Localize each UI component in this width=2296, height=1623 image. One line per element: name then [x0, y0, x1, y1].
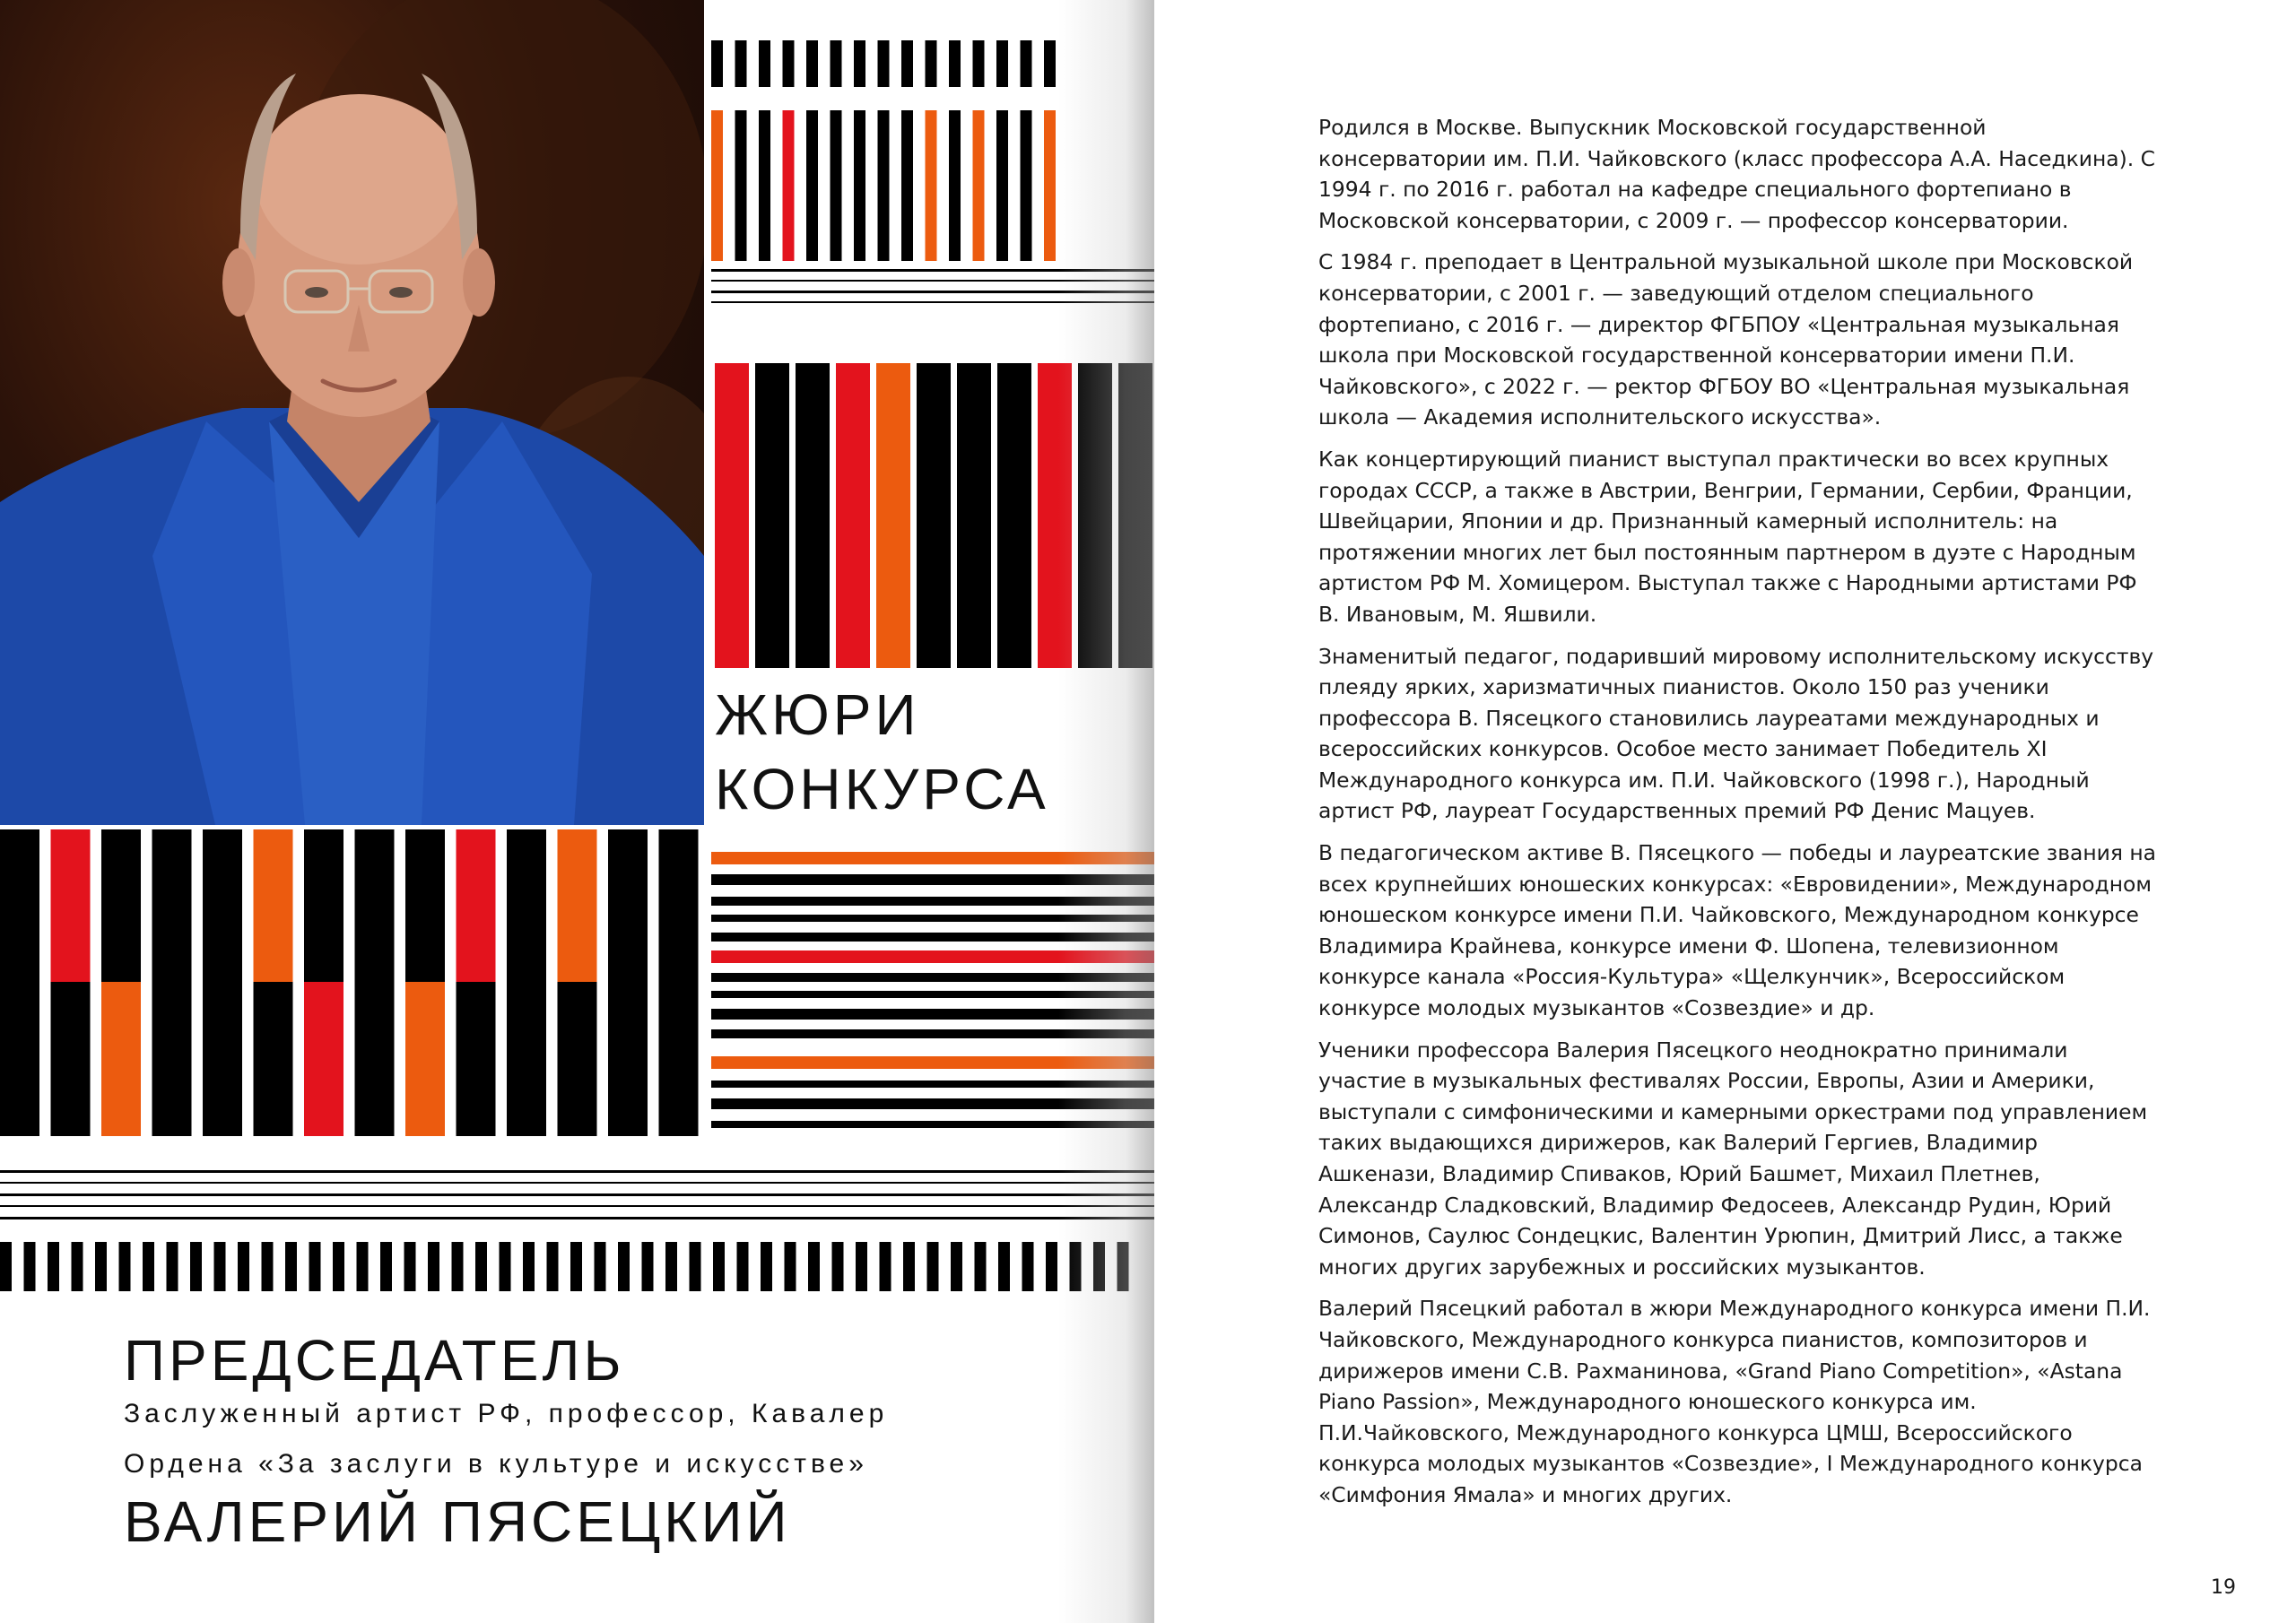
person-name: ВАЛЕРИЙ ПЯСЕЦКИЙ — [124, 1489, 791, 1554]
bio-paragraph: Знаменитый педагог, подаривший мировому исполнительскому искусству плеяду ярких, харизматичных пианистов. Около 150 раз ученики профессора В. Пясецкого становились лауреатами международных и всероссийских конкурсов. Особое место занимает Победитель XI Международного конкурса им. П.И. Чайковского (1998 г.), Народный артист РФ, лауреат Государственных премий РФ Денис Мацуев. — [1318, 643, 2154, 824]
bio-paragraph: Ученики профессора Валерия Пясецкого неоднократно принимали участие в музыкальных фестивалях России, Европы, Азии и Америки, выступали с симфоническими и камерными оркестрами под управлением таких выдающихся дирижеров, как Валерий Гергиев, Владимир Ашкенази, Владимир Спиваков, Юрий Башмет, Михаил Плетнев, Александр Сладковский, Владимир Федосеев, Александр Рудин, Юрий Симонов, Саулюс Сондецкис, Валентин Урюпин, Дмитрий Лисс, а также многих других зарубежных и российских музыкантов. — [1318, 1037, 2148, 1280]
role-title: ПРЕДСЕДАТЕЛЬ — [124, 1328, 625, 1393]
bio-paragraph: С 1984 г. преподает в Центральной музыкальной школе при Московской консерватории, с 2001 г. — заведующий отделом специального фортепиано, с 2016 г. — директор ФГБПОУ «Центральная музыкальная школа при Московской государственной консерватории имени П.И. Чайковского», с 2022 г. — ректор ФГБОУ ВО «Центральная музыкальная школа — Академия исполнительского искусства». — [1318, 249, 2134, 430]
bio-paragraph: Как концертирующий пианист выступал практически во всех крупных городах СССР, а также в Австрии, Венгрии, Германии, Сербии, Франции, Швейцарии, Японии и др. Признанный камерный исполнитель: на протяжении многих лет был постоянным партнером в дуэте с Народным артистом РФ М. Хомицером. Выступал также с Народными артистами РФ В. Ивановым, М. Яшвили. — [1318, 446, 2137, 627]
jury-title-line2: КОНКУРСА — [715, 757, 1049, 821]
bio-paragraph: В педагогическом активе В. Пясецкого — победы и лауреатские звания на всех крупнейших юношеских конкурсах: «Евровидении», Международном юношеском конкурсе имени П.И. Чайковского, Международном конкурсе Владимира Крайнева, конкурсе имени Ф. Шопена, телевизионном конкурсе канала «Россия-Культура» «Щелкунчик», Всероссийском конкурсе молодых музыкантов «Созвездие» и др. — [1318, 840, 2156, 1021]
honors-line-2: Ордена «За заслуги в культуре и искусстве» — [124, 1449, 868, 1479]
page-number: 19 — [2211, 1576, 2236, 1599]
book-spine-shadow — [1058, 0, 1154, 1623]
bio-paragraph: Родился в Москве. Выпускник Московской государственной консерватории им. П.И. Чайковского (класс профессора А.А. Наседкина). С 1994 г. по 2016 г. работал на кафедре специального фортепиано в Московской консерватории, с 2009 г. — профессор консерватории. — [1318, 115, 2155, 233]
biography-text — [1318, 112, 2157, 1522]
honors-line-1: Заслуженный артист РФ, профессор, Кавалер — [124, 1399, 889, 1428]
right-page — [1154, 0, 2296, 1623]
jury-title-line1: ЖЮРИ — [715, 682, 920, 747]
bio-paragraph: Валерий Пясецкий работал в жюри Международного конкурса имени П.И. Чайковского, Международного конкурса пианистов, композиторов и дирижеров имени С.В. Рахманинова, «Grand Piano Competition», «Astana Piano Passion», Международного юношеского конкурса им. П.И.Чайковского, Международного конкурса ЦМШ, Всероссийского конкурса молодых музыкантов «Созвездие», I Международного конкурса «Симфония Ямала» и многих других. — [1318, 1296, 2151, 1507]
